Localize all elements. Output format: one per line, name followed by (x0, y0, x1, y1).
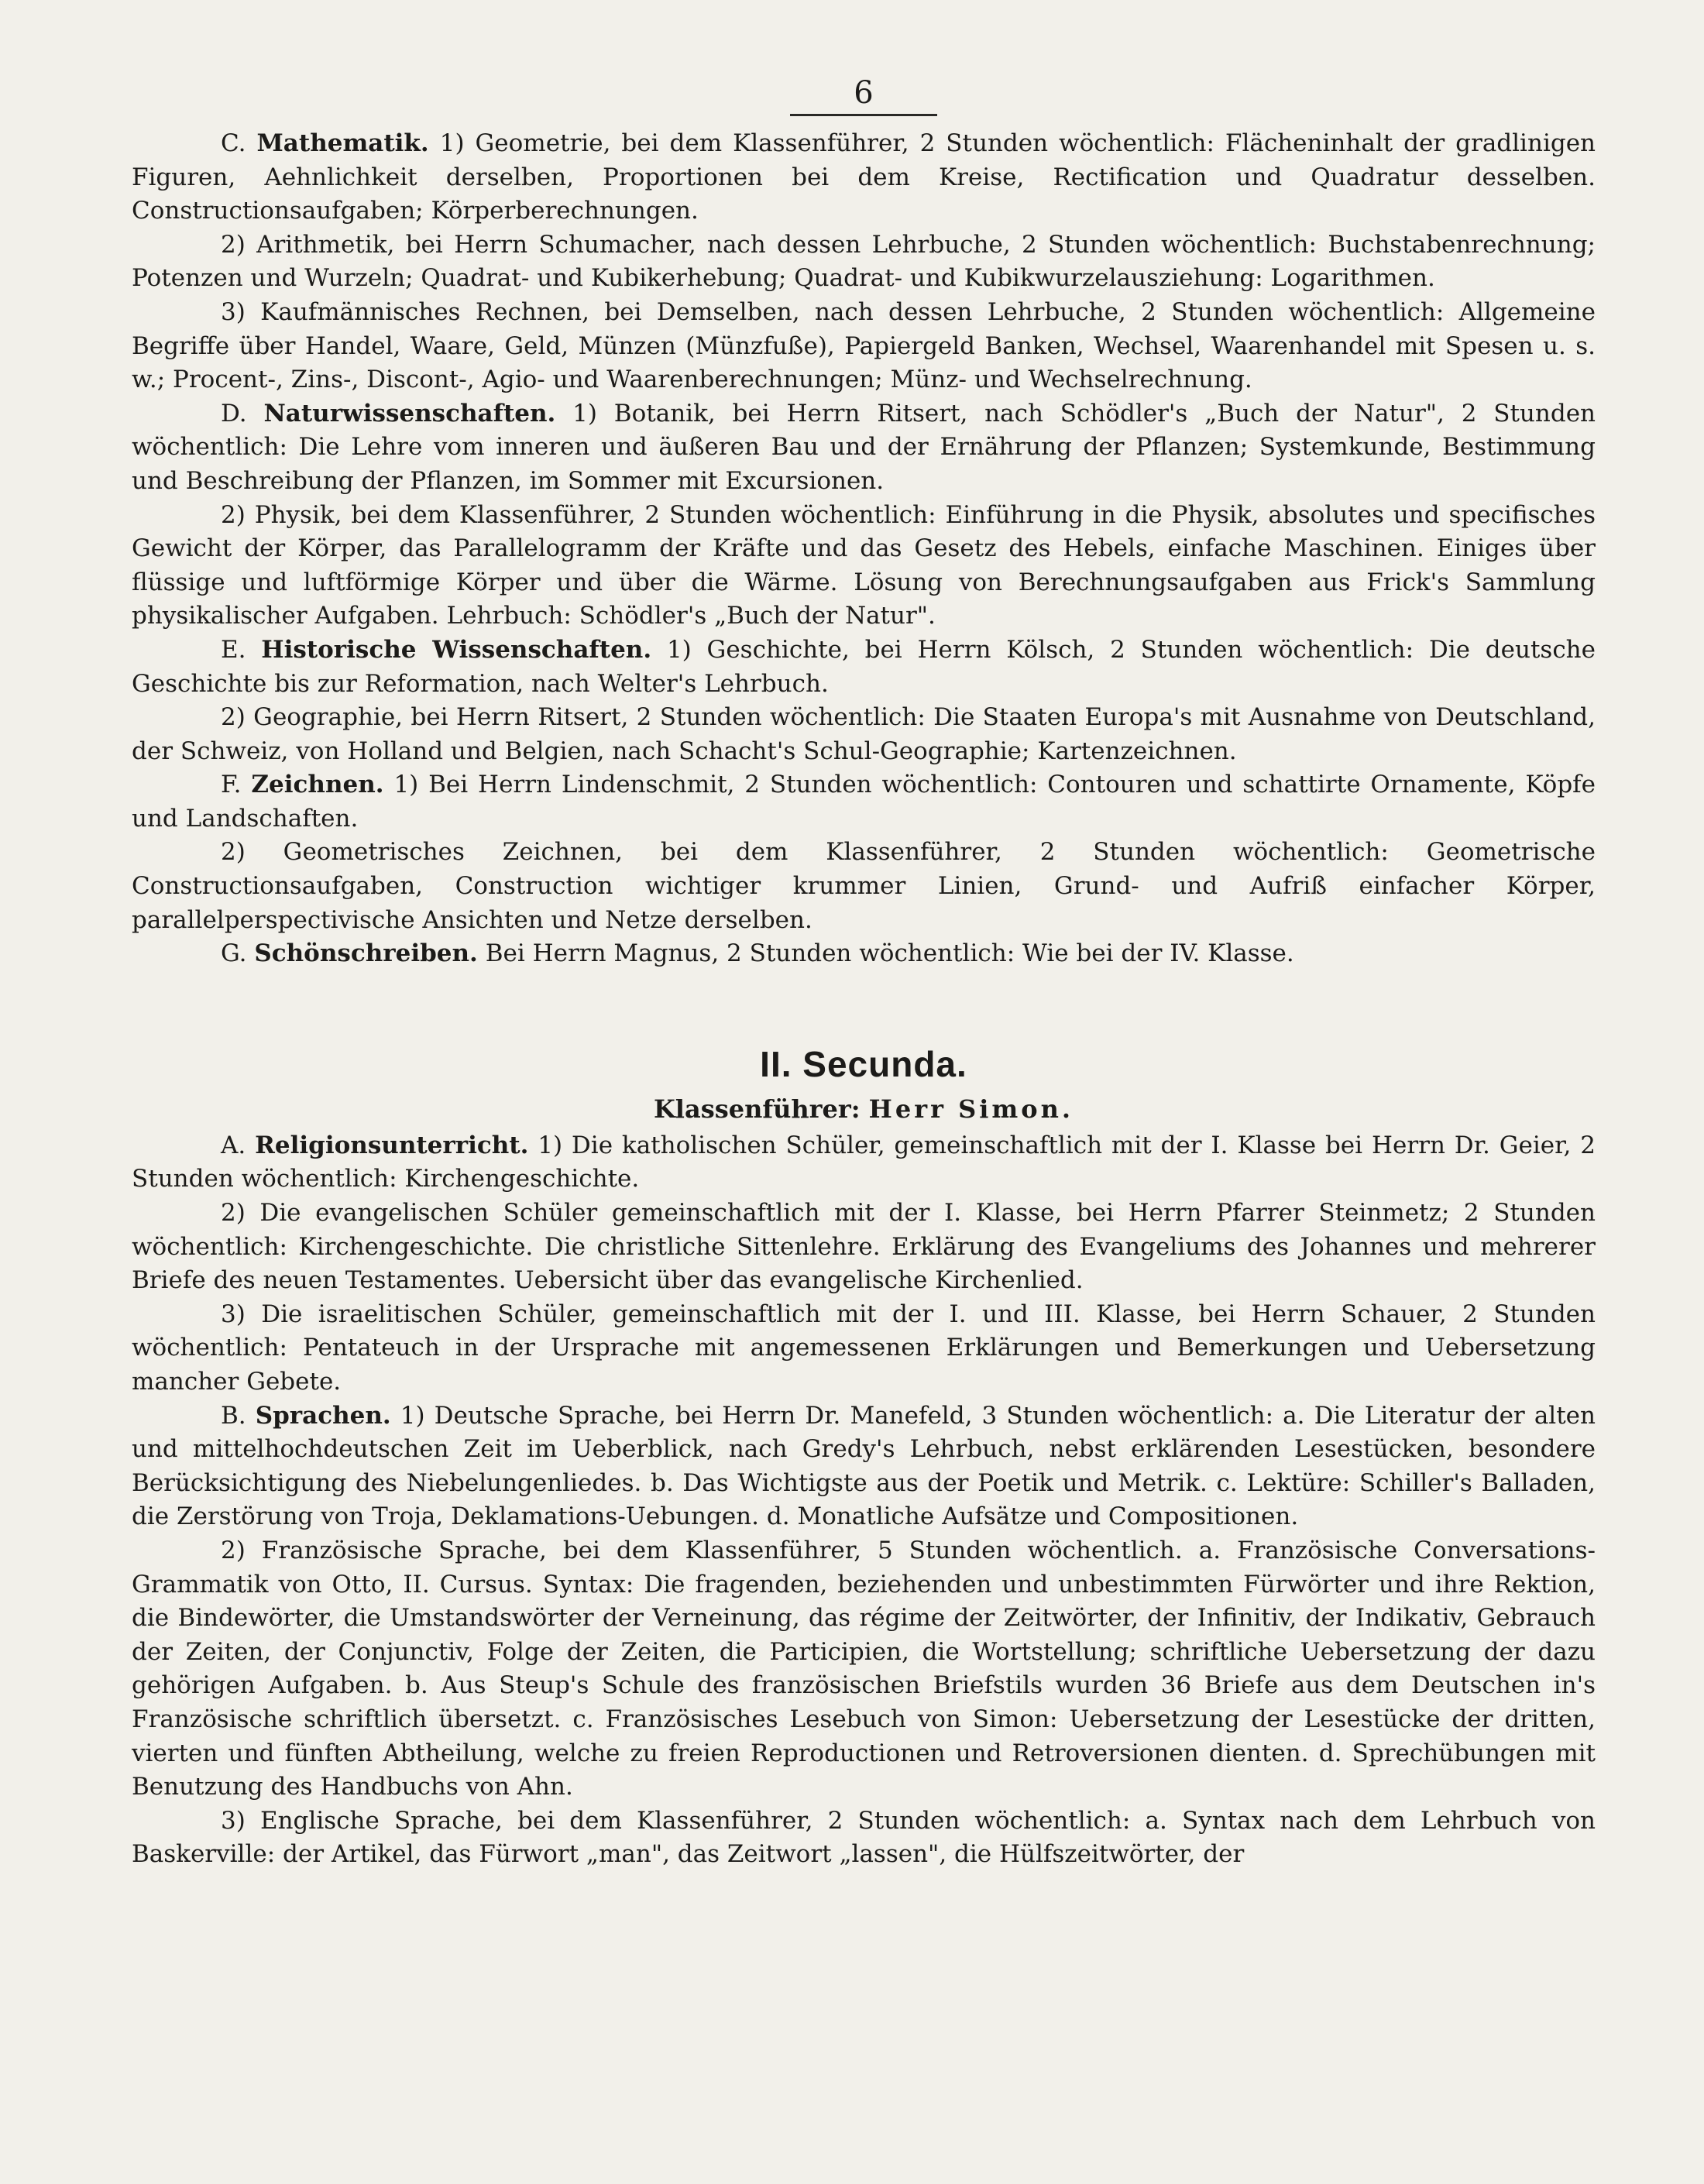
secunda-b-p1-text: 1) Deutsche Sprache, bei Herrn Dr. Manefeld, 3 Stunden wöchentlich: a. Die Literatur der alten und mittelhochdeutschen Zeit im Ueberblick, nach Gredy's Lehrbuch, nebst erklärenden Lesestücken, besondere Berücksichtigung des Niebelungenliedes. b. Das Wichtigste aus der Poetik und Metrik. c. Lektüre: Schiller's Balladen, die Zerstörung von Troja, Deklamations-Uebungen. d. Monatliche Aufsätze und Compositionen. (132, 1401, 1596, 1531)
secunda-leader-name: Herr Simon. (868, 1094, 1074, 1124)
section-c-p1-text: 1) Geometrie, bei dem Klassenführer, 2 Stunden wöchentlich: Flächeninhalt der gradlinigen Figuren, Aehnlichkeit derselben, Proportionen bei dem Kreise, Rectification und Quadratur desselben. Constructionsaufgaben; Körperberechnungen. (132, 129, 1596, 225)
secunda-a-label: A. (221, 1131, 246, 1159)
section-g-schoenschreiben (132, 937, 1596, 971)
section-e-geographie: 2) Geographie, bei Herrn Ritsert, 2 Stunden wöchentlich: Die Staaten Europa's mit Ausnahme von Deutschland, der Schweiz, von Holland und Belgien, nach Schacht's Schul-Geographie; Kartenzeichnen. (132, 703, 1596, 765)
secunda-a-israelitisch: 3) Die israelitischen Schüler, gemeinschaftlich mit der I. und III. Klasse, bei Herrn Schauer, 2 Stunden wöchentlich: Pentateuch in der Ursprache mit angemessenen Erklärungen und Bemerkungen und Uebersetzung mancher Gebete. (132, 1300, 1596, 1396)
section-f-zeichnen (132, 768, 1596, 836)
section-f-title: Zeichnen. (251, 771, 384, 799)
section-f-p1-text: 1) Bei Herrn Lindenschmit, 2 Stunden wöchentlich: Contouren und schattirte Ornamente, Köpfe und Landschaften. (132, 771, 1596, 833)
section-c-title: Mathematik. (256, 129, 429, 157)
section-g-p1-text: Bei Herrn Magnus, 2 Stunden wöchentlich: Wie bei der IV. Klasse. (485, 939, 1294, 968)
section-e-geschichte (132, 634, 1596, 701)
section-gap (132, 971, 1596, 1041)
page-number-rule (790, 114, 937, 116)
section-g-title: Schönschreiben. (254, 939, 478, 968)
secunda-leader-label: Klassenführer: (653, 1094, 861, 1124)
section-f-geometrisches-zeichnen: 2) Geometrisches Zeichnen, bei dem Klassenführer, 2 Stunden wöchentlich: Geometrische Constructionsaufgaben, Construction wichtiger krummer Linien, Grund- und Aufriß einfacher Körper, parallelperspectivische Ansichten und Netze derselben. (132, 838, 1596, 934)
secunda-b-englisch: 3) Englische Sprache, bei dem Klassenführer, 2 Stunden wöchentlich: a. Syntax nach dem Lehrbuch von Baskerville: der Artikel, das Fürwort „man", das Zeitwort „lassen", die Hülfszeitwörter, der (132, 1806, 1596, 1869)
secunda-heading: II. Secunda. (760, 1043, 967, 1084)
section-e-p1-text: 1) Geschichte, bei Herrn Kölsch, 2 Stunden wöchentlich: Die deutsche Geschichte bis zur Reformation, nach Welter's Lehrbuch. (132, 635, 1596, 698)
section-d-label: D. (221, 399, 247, 428)
secunda-a-evangelisch: 2) Die evangelischen Schüler gemeinschaftlich mit der I. Klasse, bei Herrn Pfarrer Steinmetz; 2 Stunden wöchentlich: Kirchengeschichte. Die christliche Sittenlehre. Erklärung des Evangeliums des Johannes und mehrerer Briefe des neuen Testamentes. Uebersicht über das evangelische Kirchenlied. (132, 1199, 1596, 1295)
secunda-b-label: B. (221, 1401, 246, 1430)
secunda-class-leader (132, 1089, 1596, 1129)
section-d-physik: 2) Physik, bei dem Klassenführer, 2 Stunden wöchentlich: Einführung in die Physik, absolutes und specifisches Gewicht der Körper, das Parallelogramm der Kräfte und das Gesetz des Hebels, einfache Maschinen. Einiges über flüssige und luftförmige Körper und über die Wärme. Lösung von Berechnungsaufgaben aus Frick's Sammlung physikalischer Aufgaben. Lehrbuch: Schödler's „Buch der Natur". (132, 500, 1596, 630)
section-c-arithmetik: 2) Arithmetik, bei Herrn Schumacher, nach dessen Lehrbuche, 2 Stunden wöchentlich: Buchstabenrechnung; Potenzen und Wurzeln; Quadrat- und Kubikerhebung; Quadrat- und Kubikwurzelausziehung: Logarithmen. (132, 230, 1596, 293)
secunda-a-title: Religionsunterricht. (255, 1131, 529, 1159)
section-d-botanik (132, 397, 1596, 499)
section-c-geometrie (132, 127, 1596, 228)
secunda-b-franzoesisch: 2) Französische Sprache, bei dem Klassenführer, 5 Stunden wöchentlich. a. Französische Conversations-Grammatik von Otto, II. Cursus. Syntax: Die fragenden, beziehenden und unbestimmten Fürwörter und ihre Rektion, die Bindewörter, die Umstandswörter der Verneinung, das régime der Zeitwörter, der Infinitiv, der Indikativ, Gebrauch der Zeiten, der Conjunctiv, Folge der Zeiten, die Participien, die Wortstellung; schriftliche Uebersetzung der dazu gehörigen Aufgaben. b. Aus Steup's Schule des französischen Briefstils wurden 36 Briefe aus dem Deutschen in's Französische schriftlich übersetzt. c. Französisches Lesebuch von Simon: Uebersetzung der Lesestücke der dritten, vierten und fünften Abtheilung, welche zu freien Reproductionen und Retroversionen dienten. d. Sprechübungen mit Benutzung des Handbuchs von Ahn. (132, 1536, 1596, 1801)
section-e-title: Historische Wissenschaften. (261, 635, 652, 664)
section-d-title: Naturwissenschaften. (263, 399, 556, 428)
section-f-label: F. (221, 771, 242, 799)
secunda-a-p1-text: 1) Die katholischen Schüler, gemeinschaftlich mit der I. Klasse bei Herrn Dr. Geier, 2 Stunden wöchentlich: Kirchengeschichte. (132, 1131, 1596, 1193)
section-c-label: C. (221, 129, 246, 157)
secunda-b-deutsch (132, 1399, 1596, 1534)
section-d-p1-text: 1) Botanik, bei Herrn Ritsert, nach Schödler's „Buch der Natur", 2 Stunden wöchentlich: Die Lehre vom inneren und äußeren Bau und der Ernährung der Pflanzen; Systemkunde, Bestimmung und Beschreibung der Pflanzen, im Sommer mit Excursionen. (132, 399, 1596, 495)
section-e-label: E. (221, 635, 246, 664)
page-number: 6 (854, 75, 874, 111)
section-g-label: G. (221, 939, 247, 968)
secunda-a-katholisch (132, 1129, 1596, 1197)
secunda-b-title: Sprachen. (255, 1401, 391, 1430)
section-c-kaufmaennisches-rechnen: 3) Kaufmännisches Rechnen, bei Demselben, nach dessen Lehrbuche, 2 Stunden wöchentlich: Allgemeine Begriffe über Handel, Waare, Geld, Münzen (Münzfuße), Papiergeld Banken, Wechsel, Waarenhandel mit Spesen u. s. w.; Procent-, Zins-, Discont-, Agio- und Waarenberechnungen; Münz- und Wechselrechnung. (132, 297, 1596, 394)
